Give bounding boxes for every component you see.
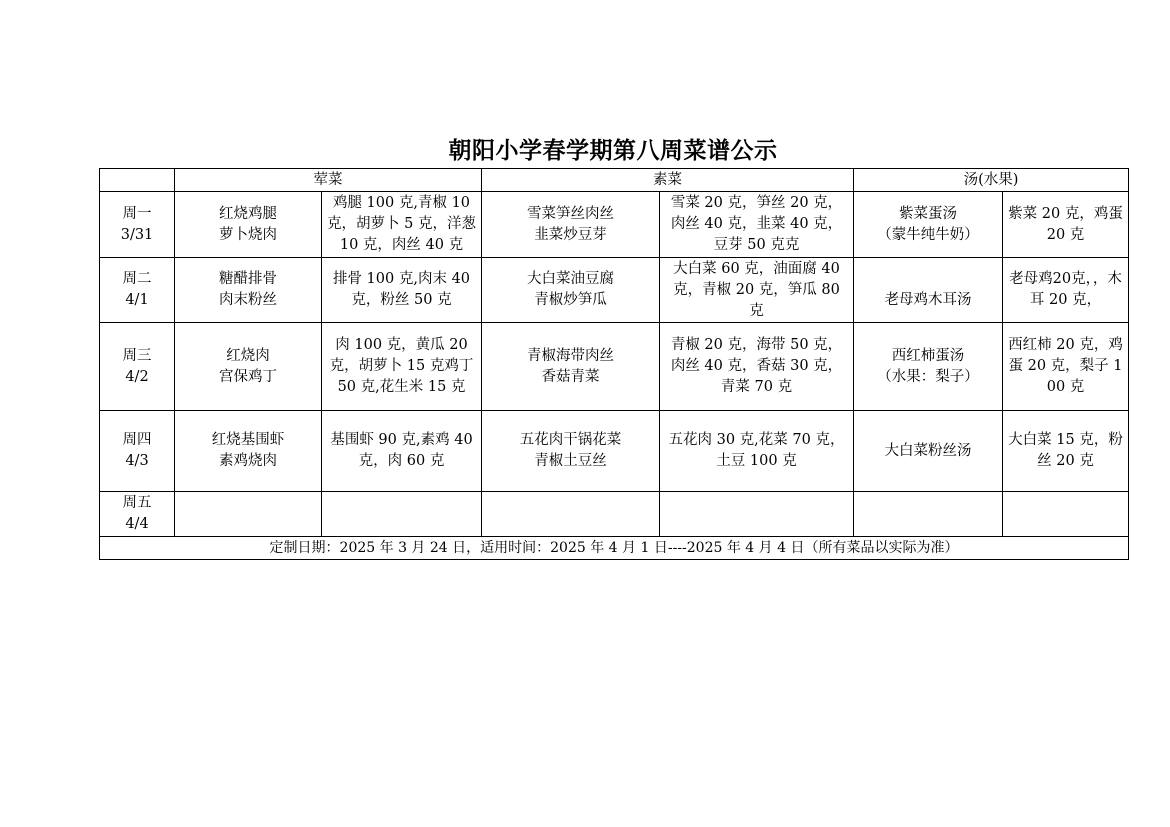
veg-dish-2: 韭菜炒豆芽 xyxy=(534,226,607,243)
day-label: 周五 xyxy=(122,495,152,511)
date-label: 3/31 xyxy=(120,226,154,243)
soup-cell xyxy=(854,192,1003,258)
meat-qty-cell: 排骨 100 克,肉末 40 克，粉丝 50 克 xyxy=(322,258,482,323)
veg-dish-1: 雪菜笋丝肉丝 xyxy=(527,205,614,222)
header-soup: 汤(水果) xyxy=(854,169,1129,192)
veg-qty-cell: 青椒 20 克，海带 50 克，肉丝 40 克，香菇 30 克，青菜 70 克 xyxy=(660,323,854,411)
meat-dish-cell xyxy=(175,411,322,492)
footer-note: 定制日期：2025 年 3 月 24 日，适用时间：2025 年 4 月 1 日----2025 年 4 月 4 日（所有菜品以实际为准） xyxy=(100,537,1129,560)
soup-cell xyxy=(854,258,1003,323)
meat-dish-2: 宫保鸡丁 xyxy=(219,368,277,385)
header-row xyxy=(100,169,1129,192)
meat-dish-1: 红烧基围虾 xyxy=(211,432,285,448)
veg-dish-2: 青椒土豆丝 xyxy=(534,453,607,469)
veg-qty-cell xyxy=(660,492,854,537)
soup-qty-cell: 大白菜 15 克，粉丝 20 克 xyxy=(1003,411,1129,492)
meat-qty-cell: 肉 100 克，黄瓜 20 克，胡萝卜 15 克鸡丁 50 克,花生米 15 克 xyxy=(322,323,482,411)
date-label: 4/3 xyxy=(125,453,149,469)
meat-dish-1: 红烧鸡腿 xyxy=(219,205,277,222)
meat-dish-2: 肉末粉丝 xyxy=(219,292,277,308)
veg-dish-cell xyxy=(482,323,660,411)
header-blank-cell xyxy=(100,169,175,192)
soup-cell xyxy=(854,323,1003,411)
soup-qty-cell: 老母鸡20克，，木耳 20 克， xyxy=(1003,258,1129,323)
veg-dish-cell xyxy=(482,492,660,537)
table-row xyxy=(100,411,1129,492)
header-meat: 荤菜 xyxy=(175,169,482,192)
meat-qty-cell: 基围虾 90 克,素鸡 40 克，肉 60 克 xyxy=(322,411,482,492)
date-label: 4/1 xyxy=(125,292,149,308)
day-label: 周四 xyxy=(122,432,152,448)
soup-1: 老母鸡木耳汤 xyxy=(884,291,972,308)
veg-dish-cell xyxy=(482,192,660,258)
soup-qty-cell: 紫菜 20 克，鸡蛋 20 克 xyxy=(1003,192,1129,258)
table-row xyxy=(100,192,1129,258)
veg-qty-cell: 五花肉 30 克,花菜 70 克，土豆 100 克 xyxy=(660,411,854,492)
meat-dish-cell xyxy=(175,492,322,537)
veg-qty-cell: 雪菜 20 克，笋丝 20 克，肉丝 40 克，韭菜 40 克，豆芽 50 克克 xyxy=(660,192,854,258)
menu-table xyxy=(99,168,1129,560)
meat-qty-cell: 鸡腿 100 克,青椒 10 克，胡萝卜 5 克，洋葱 10 克，肉丝 40 克 xyxy=(322,192,482,258)
table-row xyxy=(100,492,1129,537)
day-label: 周二 xyxy=(122,271,152,287)
day-cell xyxy=(100,192,175,258)
day-cell xyxy=(100,492,175,537)
meat-dish-cell xyxy=(175,192,322,258)
meat-dish-cell xyxy=(175,323,322,411)
soup-2: （蒙牛纯牛奶） xyxy=(877,226,979,243)
meat-dish-2: 素鸡烧肉 xyxy=(219,453,277,469)
meat-qty-cell xyxy=(322,492,482,537)
meat-dish-2: 萝卜烧肉 xyxy=(219,226,277,243)
veg-dish-1: 大白菜油豆腐 xyxy=(527,271,614,287)
day-label: 周一 xyxy=(122,205,152,222)
soup-qty-cell: 西红柿 20 克，鸡蛋 20 克，梨子 100 克 xyxy=(1003,323,1129,411)
soup-cell xyxy=(854,411,1003,492)
soup-qty-cell xyxy=(1003,492,1129,537)
table-row xyxy=(100,258,1129,323)
veg-dish-2: 青椒炒笋瓜 xyxy=(534,292,607,308)
day-cell xyxy=(100,323,175,411)
meat-dish-cell xyxy=(175,258,322,323)
header-veg: 素菜 xyxy=(482,169,854,192)
day-cell xyxy=(100,258,175,323)
soup-1: 紫菜蛋汤 xyxy=(899,205,957,222)
meat-dish-1: 糖醋排骨 xyxy=(219,271,277,287)
veg-dish-1: 五花肉干锅花菜 xyxy=(519,432,622,448)
date-label: 4/2 xyxy=(125,368,149,385)
soup-1: 西红柿蛋汤 xyxy=(891,347,965,364)
day-cell xyxy=(100,411,175,492)
footer-row xyxy=(100,537,1129,560)
veg-qty-cell: 大白菜 60 克，油面腐 40 克，青椒 20 克，笋瓜 80 克 xyxy=(660,258,854,323)
page-title: 朝阳小学春学期第八周菜谱公示 xyxy=(448,138,778,164)
table-row xyxy=(100,323,1129,411)
date-label: 4/4 xyxy=(125,516,149,532)
meat-dish-1: 红烧肉 xyxy=(226,347,270,364)
veg-dish-cell xyxy=(482,258,660,323)
soup-2: （水果：梨子） xyxy=(877,368,979,385)
veg-dish-2: 香菇青菜 xyxy=(541,368,600,385)
soup-cell xyxy=(854,492,1003,537)
soup-1: 大白菜粉丝汤 xyxy=(884,442,972,459)
veg-dish-cell xyxy=(482,411,660,492)
veg-dish-1: 青椒海带肉丝 xyxy=(527,347,614,364)
day-label: 周三 xyxy=(122,347,152,364)
